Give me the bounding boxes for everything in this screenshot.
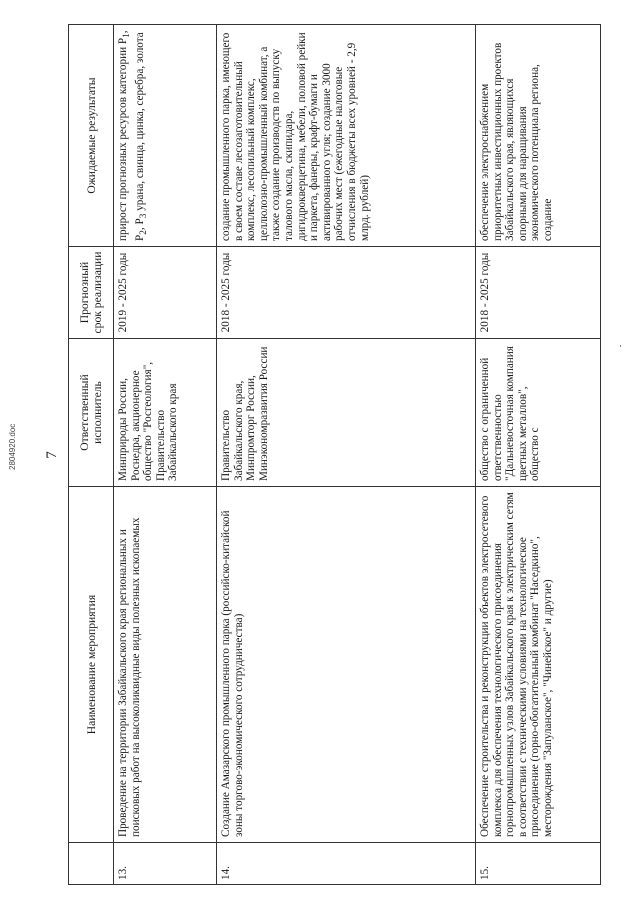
header-term: Прогнозный срок реализации: [69, 247, 114, 339]
row-term: 2018 - 2025 годы: [476, 247, 601, 339]
row-result: создание промышленного парка, имеющего в своем составе лесозаготовительный комплекс, лесопильный комплекс, целлюлозно-промышленный комбинат, а также создание производств по выпуску талового масла, скипидара, дигидрокверцетина, мебели, половой рейки и паркета, фанеры, крафт-бумаги и активированного угля; создание 3000 рабочих мест (ежегодные налоговые отчисления в бюджеты всех уровней - 2,9 млрд. рублей): [217, 25, 476, 247]
measures-table: [68, 24, 601, 885]
row-term: 2018 - 2025 годы: [217, 247, 476, 339]
row-name: Создание Амазарского промышленного парка (российско-китайской зоны торгово-экономического сотрудничества): [217, 487, 476, 843]
header-executor: Ответственный исполнитель: [69, 339, 114, 487]
table-row: [476, 25, 601, 885]
row-number: 15.: [476, 843, 601, 885]
row-executor: Правительство Забайкальского края, Минпромторг России, Минэкономразвития России: [217, 339, 476, 487]
table-row: [114, 25, 217, 885]
document-id: 2804920.doc: [8, 423, 17, 470]
row-name: Проведение на территории Забайкальского края региональных и поисковых работ на высоколиквидные виды полезных ископаемых: [114, 487, 217, 843]
row-result: обеспечение электроснабжением приоритетных инвестиционных проектов Забайкальского края, являющихся опорными для наращивания экономического потенциала региона, создание: [476, 25, 601, 247]
rotated-table-block: [40, 25, 600, 885]
row-name: Обеспечение строительства и реконструкции объектов электросетевого комплекса для обеспечения технологического присоединения горнопромышленных узлов Забайкальского края к электрическим сетям в соответствии с техническими условиями на технологическое присоединение (горно-обогатительный комбинат "Наседкино", месторождения "Запуланское", "Чинейское" и другие): [476, 487, 601, 843]
header-result: Ожидаемые результаты: [69, 25, 114, 247]
header-num: [69, 843, 114, 885]
row-result: прирост прогнозных ресурсов категории $P_1$, $P_2$, $P_3$ урана, свинца, цинка, серебра, золота: [114, 25, 217, 247]
row-executor: общество с ограниченной ответственностью "Дальневосточная компания цветных металлов", общество с: [476, 339, 601, 487]
table-row: [217, 25, 476, 885]
header-name: Наименование мероприятия: [69, 487, 114, 843]
scan-mark: [620, 345, 621, 347]
table-header-row: [69, 25, 114, 885]
row-number: 14.: [217, 843, 476, 885]
row-term: 2019 - 2025 годы: [114, 247, 217, 339]
row-number: 13.: [114, 843, 217, 885]
row-executor: Минприроды России, Роснедра, акционерное общество "Росгеология", Правительство Забайкальского края: [114, 339, 217, 487]
page-number: 7: [44, 451, 60, 459]
